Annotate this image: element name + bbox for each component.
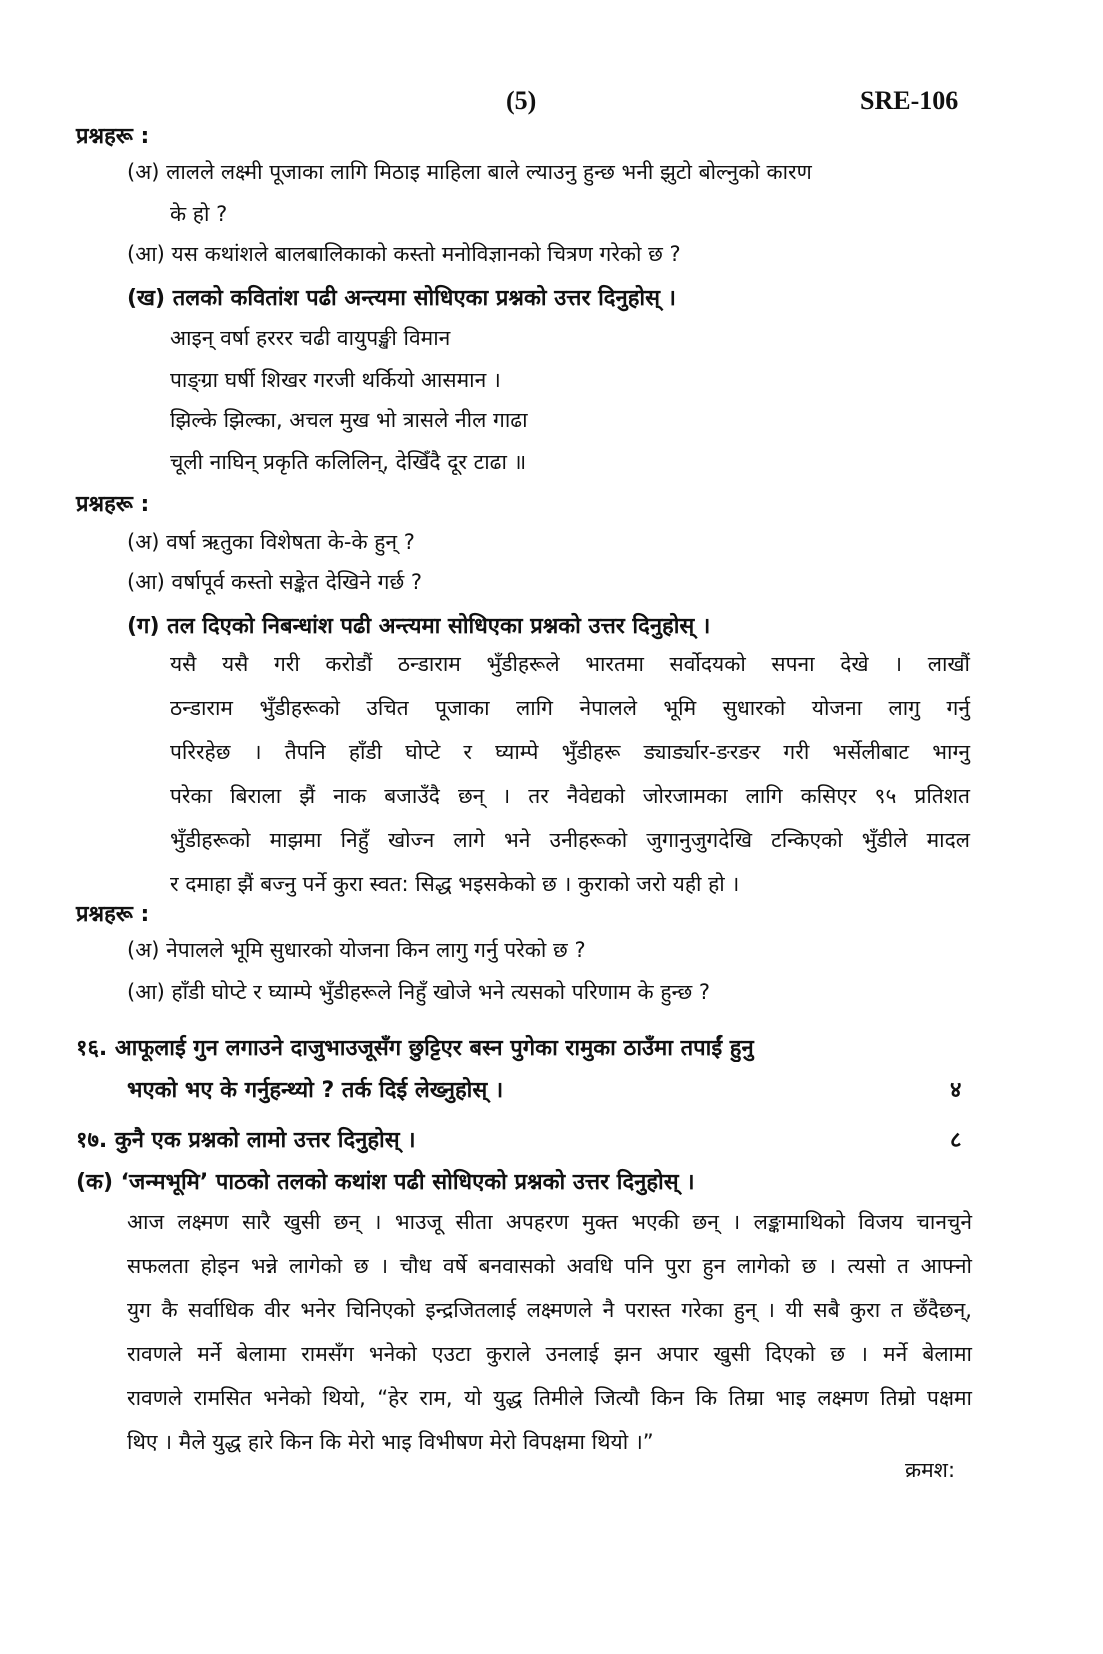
poem-line: चूली नाघिन् प्रकृति कलिलिन्, देखिँदै दूर टाढा ॥	[170, 450, 527, 474]
story-line: सफलता होइन भन्ने लागेको छ । चौध वर्षे बनवासको अवधि पनि पुरा हुन लागेको छ । त्यसो त आफ्नो	[127, 1254, 972, 1278]
question-16-continued: भएको भए के गर्नुहन्थ्यो ? तर्क दिई लेख्नुहोस् ।	[127, 1078, 504, 1103]
questions-heading: प्रश्नहरू :	[76, 124, 150, 149]
poem-line: आइन् वर्षा हररर चढी वायुपङ्खी विमान	[170, 326, 451, 350]
essay-paragraph	[170, 642, 970, 906]
question-aa: (आ) वर्षापूर्व कस्तो सङ्केत देखिने गर्छ ?	[127, 570, 423, 594]
question-aa: (आ) हाँडी घोप्टे र घ्याम्पे भुँडीहरूले निहुँ खोजे भने त्यसको परिणाम के हुन्छ ?	[127, 980, 711, 1004]
story-paragraph	[127, 1200, 972, 1464]
question-17-marks: ८	[950, 1128, 962, 1153]
essay-line: ठन्डाराम भुँडीहरूको उचित पूजाका लागि नेपालले भूमि सुधारको योजना लागु गर्नु	[170, 696, 970, 720]
paper-code: SRE-106	[860, 86, 959, 115]
story-line: रावणले रामसित भनेको थियो, “हेर राम, यो युद्ध तिमीले जित्यौ किन कि तिम्रा भाइ लक्ष्मण तिम्रो पक्षमा	[127, 1386, 972, 1410]
question-a-continued: के हो ?	[170, 202, 228, 226]
question-16: १६. आफूलाई गुन लगाउने दाजुभाउजूसँग छुट्टिएर बस्न पुगेका रामुका ठाउँमा तपाईं हुनु	[76, 1036, 754, 1061]
story-line: थिए । मैले युद्ध हारे किन कि मेरो भाइ विभीषण मेरो विपक्षमा थियो ।”	[127, 1430, 654, 1454]
question-16-marks: ४	[950, 1078, 962, 1103]
questions-heading: प्रश्नहरू :	[76, 902, 150, 927]
poem-line: पाङ्ग्रा घर्षी शिखर गरजी थर्कियो आसमान ।	[170, 368, 501, 392]
question-a: (अ) नेपालले भूमि सुधारको योजना किन लागु गर्नु परेको छ ?	[127, 938, 586, 962]
continued-label: क्रमश:	[905, 1458, 956, 1482]
poem-line: झिल्के झिल्का, अचल मुख भो त्रासले नील गाढा	[170, 408, 528, 432]
questions-heading: प्रश्नहरू :	[76, 492, 150, 517]
story-line: रावणले मर्ने बेलामा रामसँग भनेको एउटा कुराले उनलाई झन अपार खुसी दिएको छ । मर्ने बेलामा	[127, 1342, 972, 1366]
essay-line: परेका बिराला झैं नाक बजाउँदै छन् । तर नैवेद्यको जोरजामका लागि कसिएर ९५ प्रतिशत	[170, 784, 970, 808]
section-ga-title: (ग) तल दिएको निबन्धांश पढी अन्त्यमा सोधिएका प्रश्नको उत्तर दिनुहोस् ।	[127, 614, 711, 639]
essay-line: यसै यसै गरी करोडौं ठन्डाराम भुँडीहरूले भारतमा सर्वोदयको सपना देखे । लाखौं	[170, 652, 970, 676]
page-number: (5)	[506, 86, 537, 115]
essay-line: भुँडीहरूको माझमा निहुँ खोज्न लागे भने उनीहरूको जुगानुजुगदेखि टन्किएको भुँडीले मादल	[170, 828, 970, 852]
question-17: १७. कुनै एक प्रश्नको लामो उत्तर दिनुहोस् ।	[76, 1128, 416, 1153]
essay-line: र दमाहा झैं बज्नु पर्ने कुरा स्वत: सिद्ध भइसकेको छ । कुराको जरो यही हो ।	[170, 872, 740, 896]
essay-line: परिरहेछ । तैपनि हाँडी घोप्टे र घ्याम्पे भुँडीहरू ड्यार्ड्यार-ङरङर गरी भर्सेलीबाट भाग्नु	[170, 740, 970, 764]
section-kha-title: (ख) तलको कवितांश पढी अन्त्यमा सोधिएका प्रश्नको उत्तर दिनुहोस् ।	[127, 286, 676, 311]
story-line: युग कै सर्वाधिक वीर भनेर चिनिएको इन्द्रजितलाई लक्ष्मणले नै परास्त गरेका हुन् । यी सबै कुरा त छँदैछन्,	[127, 1298, 972, 1322]
story-line: आज लक्ष्मण सारै खुसी छन् । भाउजू सीता अपहरण मुक्त भएकी छन् । लङ्कामाथिको विजय चानचुने	[127, 1210, 972, 1234]
question-a: (अ) लालले लक्ष्मी पूजाका लागि मिठाइ माहिला बाले ल्याउनु हुन्छ भनी झुटो बोल्नुको कारण	[127, 160, 812, 184]
question-a: (अ) वर्षा ऋतुका विशेषता के-के हुन् ?	[127, 530, 415, 554]
section-ka-title: (क) ‘जन्मभूमि’ पाठको तलको कथांश पढी सोधिएको प्रश्नको उत्तर दिनुहोस् ।	[76, 1170, 695, 1195]
question-aa: (आ) यस कथांशले बालबालिकाको कस्तो मनोविज्ञानको चित्रण गरेको छ ?	[127, 242, 681, 266]
